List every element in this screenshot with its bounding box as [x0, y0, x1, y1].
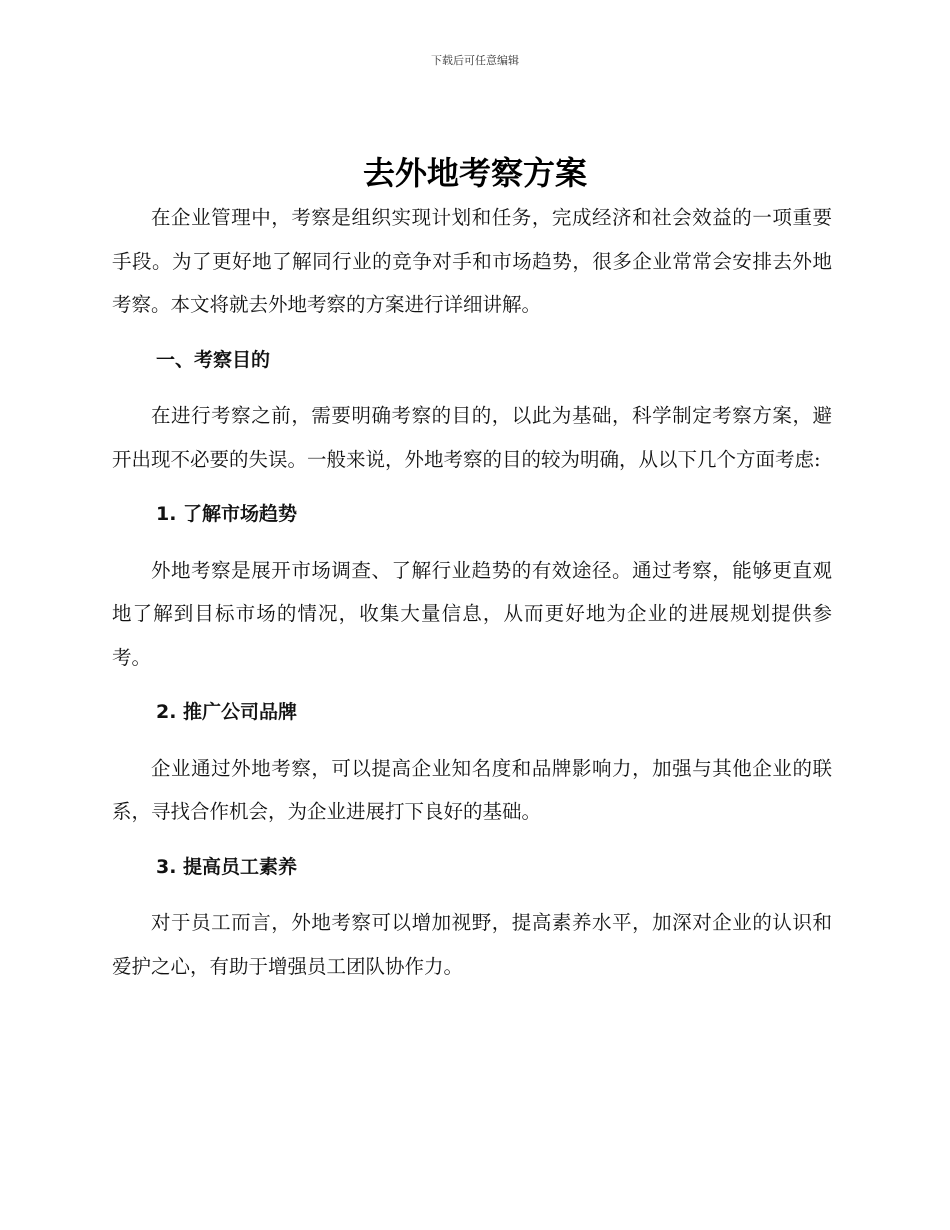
spacer [112, 382, 832, 394]
section-heading-purpose: 一、考察目的 [156, 348, 271, 371]
spacer [112, 327, 832, 339]
paragraph-market-trends: 外地考察是展开市场调查、了解行业趋势的有效途径。通过考察，能够更直观地了解到目标市场的情况，收集大量信息，从而更好地为企业的进展规划提供参考。 [112, 558, 832, 669]
paragraph-brand-promotion: 企业通过外地考察，可以提高企业知名度和品牌影响力，加强与其他企业的联系，寻找合作机会，为企业进展打下良好的基础。 [112, 756, 832, 823]
spacer [112, 834, 832, 846]
document-body [112, 196, 832, 988]
paragraph-staff-quality: 对于员工而言，外地考察可以增加视野，提高素养水平，加深对企业的认识和爱护之心，有助于增强员工团队协作力。 [112, 911, 832, 978]
subheading-staff-quality: 3. 提高员工素养 [156, 855, 298, 878]
spacer [112, 735, 832, 747]
intro-paragraph: 在企业管理中，考察是组织实现计划和任务，完成经济和社会效益的一项重要手段。为了更好地了解同行业的竞争对手和市场趋势，很多企业常常会安排去外地考察。本文将就去外地考察的方案进行详细讲解。 [112, 206, 832, 316]
page-header: 下载后可任意编辑 [431, 54, 519, 67]
spacer [112, 679, 832, 691]
document-title: 去外地考察方案 [362, 154, 587, 192]
section-paragraph-purpose: 在进行考察之前，需要明确考察的目的，以此为基础，科学制定考察方案，避开出现不必要的失误。一般来说，外地考察的目的较为明确，从以下几个方面考虑: [112, 404, 832, 471]
spacer [112, 889, 832, 901]
spacer [112, 537, 832, 549]
subheading-market-trends: 1. 了解市场趋势 [156, 503, 298, 525]
spacer [112, 481, 832, 493]
subheading-brand-promotion: 2. 推广公司品牌 [156, 701, 298, 723]
